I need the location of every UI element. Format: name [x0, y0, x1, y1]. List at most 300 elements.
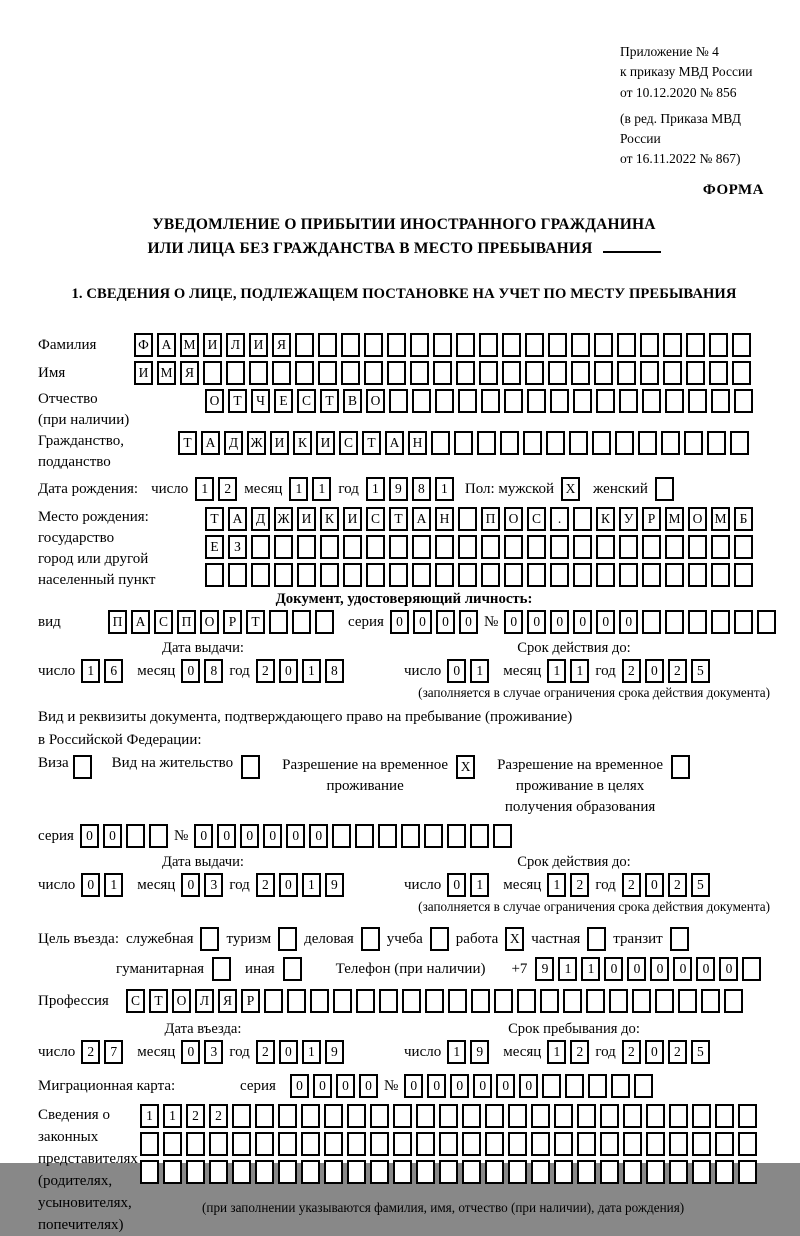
birth-place-cells-3-box[interactable]: [550, 563, 569, 587]
doc-issue-month-cells-box[interactable]: 8: [204, 659, 223, 683]
entry-year-cells-box[interactable]: 2: [256, 1040, 275, 1064]
profession-cells-box[interactable]: [609, 989, 628, 1013]
stay-year-cells-box[interactable]: 2: [668, 1040, 687, 1064]
representatives-cells-2-box[interactable]: [462, 1132, 481, 1156]
representatives-cells-1-box[interactable]: [462, 1104, 481, 1128]
given-name-cells-box[interactable]: [318, 361, 337, 385]
citizenship-cells-box[interactable]: Т: [362, 431, 381, 455]
permit-number-cells-box[interactable]: 0: [194, 824, 213, 848]
representatives-cells-1-box[interactable]: [738, 1104, 757, 1128]
birth-place-cells-3-box[interactable]: [435, 563, 454, 587]
birth-place-cells-3-box[interactable]: [688, 563, 707, 587]
profession-cells-box[interactable]: [448, 989, 467, 1013]
surname-cells-box[interactable]: [663, 333, 682, 357]
doc-issue-month-cells-box[interactable]: 0: [181, 659, 200, 683]
doc-number-cells-box[interactable]: 0: [596, 610, 615, 634]
surname-cells-box[interactable]: Я: [272, 333, 291, 357]
mig-number-cells-box[interactable]: 0: [404, 1074, 423, 1098]
citizenship-cells-box[interactable]: [592, 431, 611, 455]
surname-cells-box[interactable]: [502, 333, 521, 357]
birth-place-cells-1-box[interactable]: .: [550, 507, 569, 531]
representatives-cells-1-box[interactable]: [508, 1104, 527, 1128]
doc-number-cells-box[interactable]: [642, 610, 661, 634]
purpose-business-checkbox-box[interactable]: [361, 927, 380, 951]
doc-number-cells-box[interactable]: 0: [527, 610, 546, 634]
birth-place-cells-1-box[interactable]: С: [527, 507, 546, 531]
given-name-cells-box[interactable]: [203, 361, 222, 385]
edu-permit-checkbox-box[interactable]: [671, 755, 690, 779]
citizenship-cells-box[interactable]: [569, 431, 588, 455]
citizenship-cells-box[interactable]: [431, 431, 450, 455]
doc-type-cells-box[interactable]: Т: [246, 610, 265, 634]
citizenship-cells-box[interactable]: И: [270, 431, 289, 455]
surname-cells-box[interactable]: И: [203, 333, 222, 357]
patronymic-cells-box[interactable]: [481, 389, 500, 413]
birth-place-cells-2-box[interactable]: [504, 535, 523, 559]
mig-number-cells-box[interactable]: 0: [450, 1074, 469, 1098]
profession-cells-box[interactable]: [563, 989, 582, 1013]
representatives-cells-1-box[interactable]: [370, 1104, 389, 1128]
representatives-cells-1-box[interactable]: [623, 1104, 642, 1128]
citizenship-cells-box[interactable]: А: [385, 431, 404, 455]
birth-place-cells-3-box[interactable]: [665, 563, 684, 587]
given-name-cells-box[interactable]: [479, 361, 498, 385]
mig-number-cells-box[interactable]: [634, 1074, 653, 1098]
doc-number-cells-box[interactable]: [688, 610, 707, 634]
citizenship-cells-box[interactable]: [661, 431, 680, 455]
profession-cells-box[interactable]: [287, 989, 306, 1013]
phone-cells-box[interactable]: 0: [650, 957, 669, 981]
mig-series-cells-box[interactable]: 0: [290, 1074, 309, 1098]
purpose-work-checkbox-box[interactable]: X: [505, 927, 524, 951]
surname-cells-box[interactable]: [594, 333, 613, 357]
given-name-cells-box[interactable]: [640, 361, 659, 385]
representatives-cells-1-box[interactable]: 2: [186, 1104, 205, 1128]
doc-valid-day-cells-box[interactable]: 0: [447, 659, 466, 683]
permit-issue-month-cells-box[interactable]: 0: [181, 873, 200, 897]
representatives-cells-2-box[interactable]: [669, 1132, 688, 1156]
representatives-cells-1-box[interactable]: 1: [163, 1104, 182, 1128]
surname-cells-box[interactable]: [732, 333, 751, 357]
purpose-tourism-checkbox-box[interactable]: [278, 927, 297, 951]
given-name-cells-box[interactable]: [272, 361, 291, 385]
representatives-cells-2-box[interactable]: [393, 1132, 412, 1156]
patronymic-cells-box[interactable]: О: [366, 389, 385, 413]
given-name-cells-box[interactable]: [410, 361, 429, 385]
representatives-cells-2-box[interactable]: [508, 1132, 527, 1156]
representatives-cells-2-box[interactable]: [485, 1132, 504, 1156]
representatives-cells-1-box[interactable]: [393, 1104, 412, 1128]
profession-cells-box[interactable]: [632, 989, 651, 1013]
citizenship-cells-box[interactable]: А: [201, 431, 220, 455]
patronymic-cells-box[interactable]: Т: [228, 389, 247, 413]
birth-place-cells-3-box[interactable]: [642, 563, 661, 587]
surname-cells-box[interactable]: [410, 333, 429, 357]
birth-place-cells-3-box[interactable]: [205, 563, 224, 587]
permit-number-cells-box[interactable]: [447, 824, 466, 848]
representatives-cells-2-box[interactable]: [163, 1132, 182, 1156]
permit-number-cells-box[interactable]: [332, 824, 351, 848]
permit-series-cells-box[interactable]: [126, 824, 145, 848]
stay-day-cells-box[interactable]: 1: [447, 1040, 466, 1064]
citizenship-cells-box[interactable]: [454, 431, 473, 455]
profession-cells-box[interactable]: [586, 989, 605, 1013]
permit-valid-month-cells-box[interactable]: 2: [570, 873, 589, 897]
surname-cells-box[interactable]: [571, 333, 590, 357]
surname-cells-box[interactable]: Л: [226, 333, 245, 357]
representatives-cells-3-box[interactable]: [577, 1160, 596, 1184]
birth-place-cells-3-box[interactable]: [573, 563, 592, 587]
given-name-cells-box[interactable]: Я: [180, 361, 199, 385]
birth-place-cells-3-box[interactable]: [504, 563, 523, 587]
permit-valid-month-cells-box[interactable]: 1: [547, 873, 566, 897]
patronymic-cells-box[interactable]: [435, 389, 454, 413]
representatives-cells-2-box[interactable]: [646, 1132, 665, 1156]
representatives-cells-1-box[interactable]: [646, 1104, 665, 1128]
birth-place-cells-3-box[interactable]: [458, 563, 477, 587]
doc-number-cells-box[interactable]: [757, 610, 776, 634]
representatives-cells-1-box[interactable]: [301, 1104, 320, 1128]
profession-cells-box[interactable]: [310, 989, 329, 1013]
citizenship-cells-box[interactable]: [638, 431, 657, 455]
permit-number-cells-box[interactable]: 0: [217, 824, 236, 848]
profession-cells-box[interactable]: Я: [218, 989, 237, 1013]
birth-place-cells-2-box[interactable]: [619, 535, 638, 559]
residence-permit-checkbox-box[interactable]: [241, 755, 260, 779]
entry-year-cells-box[interactable]: 9: [325, 1040, 344, 1064]
profession-cells-box[interactable]: Л: [195, 989, 214, 1013]
representatives-cells-2-box[interactable]: [623, 1132, 642, 1156]
profession-cells-box[interactable]: [402, 989, 421, 1013]
representatives-cells-1-box[interactable]: 2: [209, 1104, 228, 1128]
doc-type-cells-box[interactable]: [269, 610, 288, 634]
representatives-cells-3-box[interactable]: [163, 1160, 182, 1184]
phone-cells-box[interactable]: 0: [719, 957, 738, 981]
stay-month-cells-box[interactable]: 1: [547, 1040, 566, 1064]
profession-cells-box[interactable]: [724, 989, 743, 1013]
birth-place-cells-3-box[interactable]: [343, 563, 362, 587]
doc-issue-year-cells-box[interactable]: 8: [325, 659, 344, 683]
doc-valid-month-cells-box[interactable]: 1: [570, 659, 589, 683]
doc-type-cells-box[interactable]: П: [177, 610, 196, 634]
representatives-cells-3-box[interactable]: [301, 1160, 320, 1184]
representatives-cells-3-box[interactable]: [623, 1160, 642, 1184]
purpose-official-checkbox-box[interactable]: [200, 927, 219, 951]
representatives-cells-2-box[interactable]: [324, 1132, 343, 1156]
representatives-cells-1-box[interactable]: [600, 1104, 619, 1128]
given-name-cells-box[interactable]: [709, 361, 728, 385]
patronymic-cells-box[interactable]: [619, 389, 638, 413]
representatives-cells-3-box[interactable]: [416, 1160, 435, 1184]
phone-cells-box[interactable]: 9: [535, 957, 554, 981]
doc-valid-day-cells-box[interactable]: 1: [470, 659, 489, 683]
birth-place-cells-1-box[interactable]: У: [619, 507, 638, 531]
representatives-cells-3-box[interactable]: [393, 1160, 412, 1184]
patronymic-cells-box[interactable]: [573, 389, 592, 413]
representatives-cells-3-box[interactable]: [186, 1160, 205, 1184]
birth-place-cells-1-box[interactable]: [458, 507, 477, 531]
permit-valid-year-cells-box[interactable]: 5: [691, 873, 710, 897]
birth-place-cells-3-box[interactable]: [274, 563, 293, 587]
doc-valid-year-cells-box[interactable]: 2: [668, 659, 687, 683]
doc-valid-month-cells-box[interactable]: 1: [547, 659, 566, 683]
patronymic-cells-box[interactable]: С: [297, 389, 316, 413]
mig-number-cells-box[interactable]: [542, 1074, 561, 1098]
birth-place-cells-1-box[interactable]: К: [320, 507, 339, 531]
patronymic-cells-box[interactable]: [642, 389, 661, 413]
citizenship-cells-box[interactable]: Ж: [247, 431, 266, 455]
representatives-cells-3-box[interactable]: [439, 1160, 458, 1184]
doc-number-cells-box[interactable]: [711, 610, 730, 634]
birth-place-cells-1-box[interactable]: С: [366, 507, 385, 531]
patronymic-cells-box[interactable]: [550, 389, 569, 413]
birth-place-cells-1-box[interactable]: Т: [205, 507, 224, 531]
permit-issue-day-cells-box[interactable]: 0: [81, 873, 100, 897]
citizenship-cells-box[interactable]: Т: [178, 431, 197, 455]
mig-series-cells-box[interactable]: 0: [359, 1074, 378, 1098]
birth-place-cells-3-box[interactable]: [320, 563, 339, 587]
birth-place-cells-3-box[interactable]: [297, 563, 316, 587]
given-name-cells-box[interactable]: [571, 361, 590, 385]
representatives-cells-1-box[interactable]: [347, 1104, 366, 1128]
representatives-cells-2-box[interactable]: [439, 1132, 458, 1156]
birth-place-cells-1-box[interactable]: И: [343, 507, 362, 531]
given-name-cells-box[interactable]: [364, 361, 383, 385]
phone-cells-box[interactable]: 0: [673, 957, 692, 981]
doc-number-cells-box[interactable]: [734, 610, 753, 634]
doc-series-cells-box[interactable]: 0: [413, 610, 432, 634]
representatives-cells-3-box[interactable]: [278, 1160, 297, 1184]
representatives-cells-2-box[interactable]: [209, 1132, 228, 1156]
representatives-cells-3-box[interactable]: [462, 1160, 481, 1184]
representatives-cells-2-box[interactable]: [738, 1132, 757, 1156]
mig-number-cells-box[interactable]: 0: [427, 1074, 446, 1098]
phone-cells-box[interactable]: 1: [558, 957, 577, 981]
permit-number-cells-box[interactable]: [470, 824, 489, 848]
given-name-cells-box[interactable]: [295, 361, 314, 385]
birth-place-cells-1-box[interactable]: Р: [642, 507, 661, 531]
birth-place-cells-3-box[interactable]: [619, 563, 638, 587]
birth-place-cells-1-box[interactable]: Б: [734, 507, 753, 531]
surname-cells-box[interactable]: [548, 333, 567, 357]
permit-series-cells-box[interactable]: [149, 824, 168, 848]
given-name-cells-box[interactable]: М: [157, 361, 176, 385]
birth-day-cells-box[interactable]: 2: [218, 477, 237, 501]
birth-place-cells-1-box[interactable]: М: [665, 507, 684, 531]
given-name-cells-box[interactable]: [525, 361, 544, 385]
representatives-cells-3-box[interactable]: [600, 1160, 619, 1184]
permit-issue-day-cells-box[interactable]: 1: [104, 873, 123, 897]
representatives-cells-1-box[interactable]: [669, 1104, 688, 1128]
purpose-transit-checkbox-box[interactable]: [670, 927, 689, 951]
profession-cells-box[interactable]: [471, 989, 490, 1013]
representatives-cells-2-box[interactable]: [255, 1132, 274, 1156]
permit-number-cells-box[interactable]: 0: [263, 824, 282, 848]
entry-month-cells-box[interactable]: 3: [204, 1040, 223, 1064]
permit-issue-year-cells-box[interactable]: 9: [325, 873, 344, 897]
patronymic-cells-box[interactable]: Т: [320, 389, 339, 413]
birth-year-cells-box[interactable]: 9: [389, 477, 408, 501]
representatives-cells-2-box[interactable]: [140, 1132, 159, 1156]
mig-number-cells-box[interactable]: [611, 1074, 630, 1098]
representatives-cells-2-box[interactable]: [370, 1132, 389, 1156]
birth-place-cells-2-box[interactable]: [481, 535, 500, 559]
permit-issue-year-cells-box[interactable]: 0: [279, 873, 298, 897]
representatives-cells-2-box[interactable]: [692, 1132, 711, 1156]
birth-place-cells-2-box[interactable]: [389, 535, 408, 559]
patronymic-cells-box[interactable]: О: [205, 389, 224, 413]
representatives-cells-3-box[interactable]: [669, 1160, 688, 1184]
permit-valid-year-cells-box[interactable]: 2: [622, 873, 641, 897]
representatives-cells-2-box[interactable]: [278, 1132, 297, 1156]
entry-day-cells-box[interactable]: 7: [104, 1040, 123, 1064]
stay-year-cells-box[interactable]: 2: [622, 1040, 641, 1064]
given-name-cells-box[interactable]: [341, 361, 360, 385]
representatives-cells-2-box[interactable]: [531, 1132, 550, 1156]
citizenship-cells-box[interactable]: [615, 431, 634, 455]
permit-series-cells-box[interactable]: 0: [103, 824, 122, 848]
birth-place-cells-1-box[interactable]: К: [596, 507, 615, 531]
permit-issue-year-cells-box[interactable]: 1: [302, 873, 321, 897]
permit-series-cells-box[interactable]: 0: [80, 824, 99, 848]
mig-series-cells-box[interactable]: 0: [313, 1074, 332, 1098]
doc-type-cells-box[interactable]: П: [108, 610, 127, 634]
doc-type-cells-box[interactable]: С: [154, 610, 173, 634]
phone-cells-box[interactable]: 0: [627, 957, 646, 981]
profession-cells-box[interactable]: [333, 989, 352, 1013]
birth-place-cells-1-box[interactable]: М: [711, 507, 730, 531]
representatives-cells-3-box[interactable]: [508, 1160, 527, 1184]
doc-valid-year-cells-box[interactable]: 0: [645, 659, 664, 683]
birth-place-cells-2-box[interactable]: [573, 535, 592, 559]
birth-place-cells-2-box[interactable]: [274, 535, 293, 559]
given-name-cells-box[interactable]: [433, 361, 452, 385]
sex-female-checkbox-box[interactable]: [655, 477, 674, 501]
representatives-cells-1-box[interactable]: [439, 1104, 458, 1128]
representatives-cells-1-box[interactable]: 1: [140, 1104, 159, 1128]
representatives-cells-3-box[interactable]: [738, 1160, 757, 1184]
representatives-cells-3-box[interactable]: [485, 1160, 504, 1184]
permit-number-cells-box[interactable]: [355, 824, 374, 848]
birth-place-cells-2-box[interactable]: [297, 535, 316, 559]
representatives-cells-1-box[interactable]: [485, 1104, 504, 1128]
doc-series-cells-box[interactable]: 0: [436, 610, 455, 634]
doc-issue-year-cells-box[interactable]: 0: [279, 659, 298, 683]
doc-type-cells-box[interactable]: Р: [223, 610, 242, 634]
representatives-cells-2-box[interactable]: [301, 1132, 320, 1156]
representatives-cells-2-box[interactable]: [232, 1132, 251, 1156]
representatives-cells-2-box[interactable]: [186, 1132, 205, 1156]
birth-place-cells-3-box[interactable]: [596, 563, 615, 587]
sex-male-checkbox-box[interactable]: X: [561, 477, 580, 501]
surname-cells-box[interactable]: Ф: [134, 333, 153, 357]
permit-valid-year-cells-box[interactable]: 0: [645, 873, 664, 897]
birth-place-cells-1-box[interactable]: [573, 507, 592, 531]
permit-number-cells-box[interactable]: 0: [309, 824, 328, 848]
phone-cells-box[interactable]: 0: [604, 957, 623, 981]
given-name-cells-box[interactable]: [663, 361, 682, 385]
stay-year-cells-box[interactable]: 0: [645, 1040, 664, 1064]
citizenship-cells-box[interactable]: [477, 431, 496, 455]
doc-number-cells-box[interactable]: 0: [619, 610, 638, 634]
representatives-cells-3-box[interactable]: [255, 1160, 274, 1184]
birth-month-cells-box[interactable]: 1: [312, 477, 331, 501]
surname-cells-box[interactable]: [686, 333, 705, 357]
surname-cells-box[interactable]: [341, 333, 360, 357]
birth-place-cells-2-box[interactable]: [343, 535, 362, 559]
surname-cells-box[interactable]: И: [249, 333, 268, 357]
birth-place-cells-2-box[interactable]: [320, 535, 339, 559]
permit-issue-month-cells-box[interactable]: 3: [204, 873, 223, 897]
mig-number-cells-box[interactable]: [588, 1074, 607, 1098]
mig-number-cells-box[interactable]: 0: [496, 1074, 515, 1098]
profession-cells-box[interactable]: [494, 989, 513, 1013]
mig-number-cells-box[interactable]: 0: [519, 1074, 538, 1098]
surname-cells-box[interactable]: А: [157, 333, 176, 357]
purpose-other-checkbox-box[interactable]: [283, 957, 302, 981]
birth-place-cells-2-box[interactable]: З: [228, 535, 247, 559]
doc-number-cells-box[interactable]: 0: [550, 610, 569, 634]
surname-cells-box[interactable]: [617, 333, 636, 357]
phone-cells-box[interactable]: 1: [581, 957, 600, 981]
citizenship-cells-box[interactable]: [684, 431, 703, 455]
surname-cells-box[interactable]: [364, 333, 383, 357]
representatives-cells-3-box[interactable]: [370, 1160, 389, 1184]
birth-year-cells-box[interactable]: 1: [435, 477, 454, 501]
permit-number-cells-box[interactable]: 0: [240, 824, 259, 848]
entry-day-cells-box[interactable]: 2: [81, 1040, 100, 1064]
representatives-cells-3-box[interactable]: [324, 1160, 343, 1184]
birth-place-cells-1-box[interactable]: И: [297, 507, 316, 531]
patronymic-cells-box[interactable]: [504, 389, 523, 413]
representatives-cells-2-box[interactable]: [600, 1132, 619, 1156]
mig-number-cells-box[interactable]: 0: [473, 1074, 492, 1098]
birth-place-cells-2-box[interactable]: [642, 535, 661, 559]
given-name-cells-box[interactable]: [594, 361, 613, 385]
birth-place-cells-2-box[interactable]: [527, 535, 546, 559]
permit-number-cells-box[interactable]: [378, 824, 397, 848]
citizenship-cells-box[interactable]: Н: [408, 431, 427, 455]
profession-cells-box[interactable]: [356, 989, 375, 1013]
birth-place-cells-3-box[interactable]: [481, 563, 500, 587]
doc-type-cells-box[interactable]: О: [200, 610, 219, 634]
purpose-study-checkbox-box[interactable]: [430, 927, 449, 951]
permit-number-cells-box[interactable]: [424, 824, 443, 848]
permit-valid-day-cells-box[interactable]: 0: [447, 873, 466, 897]
representatives-cells-1-box[interactable]: [692, 1104, 711, 1128]
given-name-cells-box[interactable]: [226, 361, 245, 385]
doc-valid-year-cells-box[interactable]: 5: [691, 659, 710, 683]
doc-number-cells-box[interactable]: 0: [573, 610, 592, 634]
phone-cells-box[interactable]: [742, 957, 761, 981]
given-name-cells-box[interactable]: [502, 361, 521, 385]
surname-cells-box[interactable]: [433, 333, 452, 357]
surname-cells-box[interactable]: М: [180, 333, 199, 357]
patronymic-cells-box[interactable]: [734, 389, 753, 413]
birth-place-cells-2-box[interactable]: [596, 535, 615, 559]
birth-place-cells-1-box[interactable]: П: [481, 507, 500, 531]
birth-place-cells-1-box[interactable]: Н: [435, 507, 454, 531]
representatives-cells-1-box[interactable]: [278, 1104, 297, 1128]
mig-series-cells-box[interactable]: 0: [336, 1074, 355, 1098]
birth-place-cells-3-box[interactable]: [228, 563, 247, 587]
representatives-cells-1-box[interactable]: [531, 1104, 550, 1128]
surname-cells-box[interactable]: [318, 333, 337, 357]
birth-place-cells-1-box[interactable]: О: [688, 507, 707, 531]
doc-issue-year-cells-box[interactable]: 1: [302, 659, 321, 683]
surname-cells-box[interactable]: [709, 333, 728, 357]
citizenship-cells-box[interactable]: [546, 431, 565, 455]
